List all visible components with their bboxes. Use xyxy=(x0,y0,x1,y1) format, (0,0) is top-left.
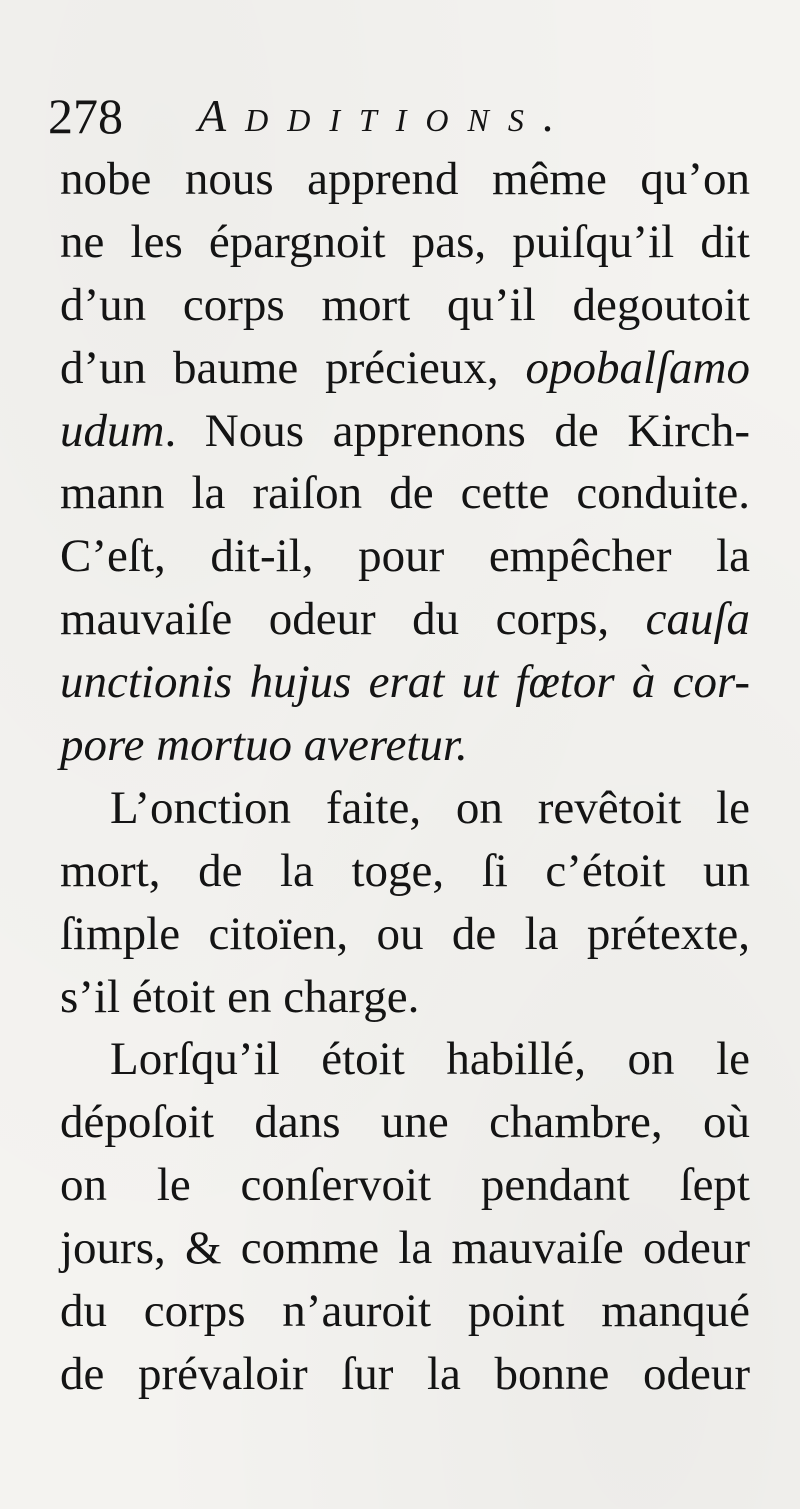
roman-text: mauvaiſe odeur du corps, xyxy=(60,593,646,646)
running-title: Additions. xyxy=(198,90,574,141)
roman-text: L’onction faite, on revêtoit le xyxy=(110,781,750,834)
italic-text: cauſa xyxy=(645,593,750,646)
text-line xyxy=(60,400,750,463)
roman-text: nobe nous apprend même qu’on xyxy=(60,153,750,205)
roman-text: s’il étoit en charge. xyxy=(60,970,420,1023)
text-line xyxy=(60,337,750,400)
text-line xyxy=(60,588,750,651)
text-line xyxy=(60,1217,750,1280)
roman-text: ne les épargnoit pas, puiſqu’il dit xyxy=(60,215,750,268)
roman-text: mort, de la toge, ſi c’étoit un xyxy=(60,844,750,897)
text-line xyxy=(60,1091,750,1154)
italic-text: opobalſamo xyxy=(525,341,750,394)
roman-text: jours, & comme la mauvaiſe odeur xyxy=(60,1222,750,1275)
page-number: 278 xyxy=(48,88,123,144)
roman-text: de prévaloir ſur la bonne odeur xyxy=(60,1347,750,1400)
roman-text: ſimple citoïen, ou de la prétexte, xyxy=(60,907,750,960)
text-line xyxy=(60,1280,750,1343)
text-line xyxy=(60,651,750,714)
text-line xyxy=(60,903,750,966)
text-line xyxy=(60,840,750,903)
text-line xyxy=(60,274,750,337)
text-line xyxy=(60,211,750,274)
roman-text: . Nous apprenons de Kirch- xyxy=(164,404,750,457)
text-line xyxy=(60,1343,750,1406)
roman-text: C’eſt, dit-il, pour empêcher la xyxy=(60,530,750,583)
text-line xyxy=(60,714,750,777)
text-body xyxy=(60,148,750,1406)
roman-text: Lorſqu’il étoit habillé, on le xyxy=(110,1033,750,1086)
page-header xyxy=(48,86,768,146)
italic-text: udum xyxy=(60,404,165,457)
text-line xyxy=(60,148,750,211)
text-line xyxy=(60,525,750,588)
roman-text: d’un baume précieux, xyxy=(60,341,526,394)
roman-text: mann la raiſon de cette conduite. xyxy=(60,467,750,520)
text-line xyxy=(60,777,750,840)
italic-text: unctionis hujus erat ut fœtor à cor- xyxy=(60,656,750,709)
roman-text: on le conſervoit pendant ſept xyxy=(60,1159,750,1212)
text-line xyxy=(60,1154,750,1217)
text-line xyxy=(60,966,750,1029)
roman-text: du corps n’auroit point manqué xyxy=(60,1285,750,1338)
italic-text: pore mortuo averetur. xyxy=(60,719,468,772)
roman-text: d’un corps mort qu’il degoutoit xyxy=(60,278,750,331)
text-line xyxy=(60,462,750,525)
roman-text: dépoſoit dans une chambre, où xyxy=(60,1096,750,1149)
text-line xyxy=(60,1028,750,1091)
